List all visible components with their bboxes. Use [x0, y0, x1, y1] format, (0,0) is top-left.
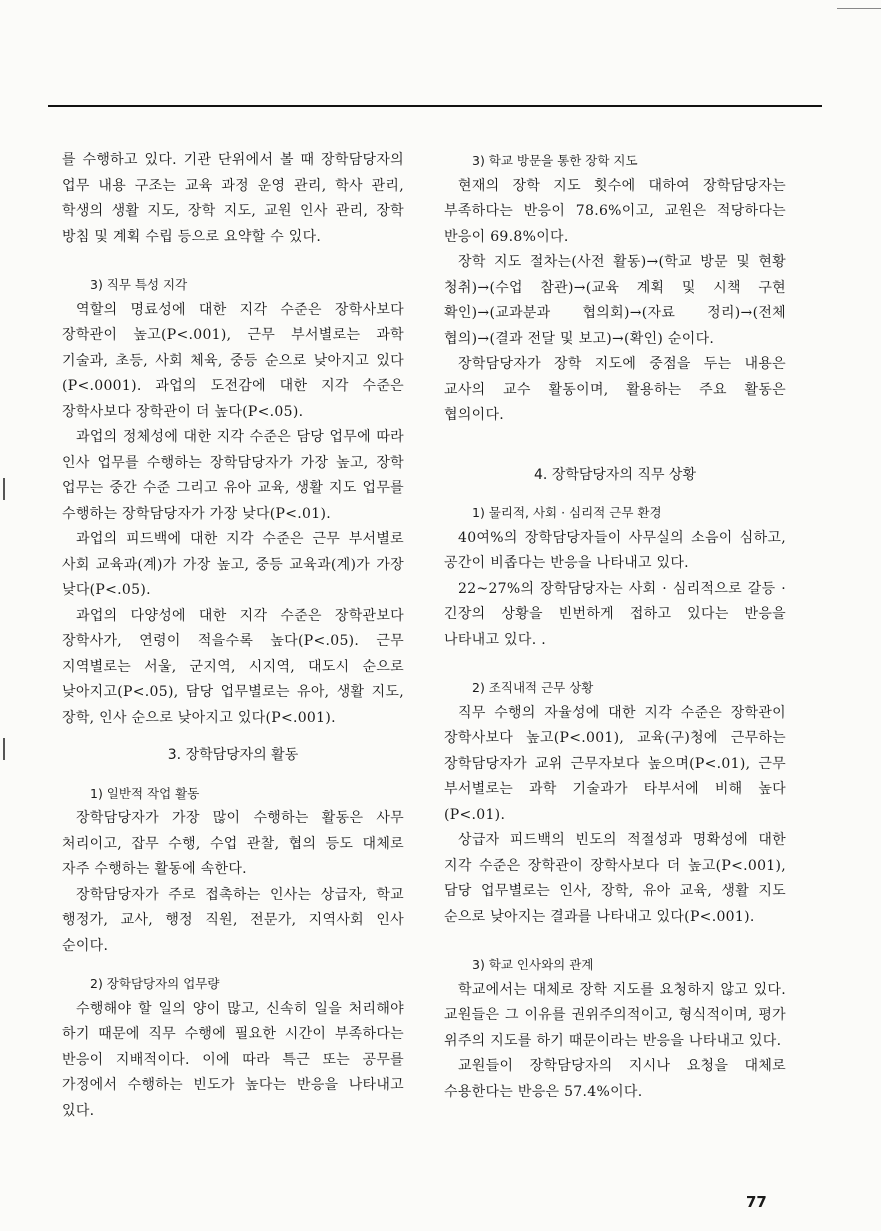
- paragraph: 장학담당자가 가장 많이 수행하는 활동은 사무 처리이고, 잡무 수행, 수업 관찰, 협의 등도 대체로 자주 수행하는 활동에 속한다.: [62, 810, 404, 877]
- paragraph: 역할의 명료성에 대한 지각 수준은 장학사보다 장학관이 높고(P<.001), 근무 부서별로는 과학 기술과, 초등, 사회 체육, 중등 순으로 낮아지고 있다(P<.0001). 과업의 도전감에 대한 지각 수준은 장학사보다 장학관이 더 높다(P<.05).: [62, 301, 404, 420]
- paragraph: 를 수행하고 있다. 기관 단위에서 볼 때 장학담당자의 업무 내용 구조는 교육 과정 운영 관리, 학사 관리, 학생의 생활 지도, 장학 지도, 교원 인사 관리, 장학 방침 및 계획 수립 등으로 요약할 수 있다.: [62, 152, 404, 245]
- section-heading: 4. 장학담당자의 직무 상황: [534, 466, 696, 483]
- paragraph: 수행해야 할 일의 양이 많고, 신속히 일을 처리해야 하기 때문에 직무 수행에 필요한 시간이 부족하다는 반응이 지배적이다. 이에 따라 특근 또는 공무를 가정에서 수행하는 빈도가 높다는 반응을 나타내고 있다.: [62, 1000, 404, 1119]
- paragraph: 장학담당자가 주로 접촉하는 인사는 상급자, 학교 행정가, 교사, 행정 직원, 전문가, 지역사회 인사 순이다.: [62, 886, 404, 954]
- corner-mark: [837, 8, 881, 9]
- paragraph: 과업의 다양성에 대한 지각 수준은 장학관보다 장학사가, 연령이 적을수록 높다(P<.05). 근무 지역별로는 서울, 군지역, 시지역, 대도시 순으로 낮아지고(P<.05), 담당 업무별로는 유아, 생활 지도, 장학, 인사 순으로 낮아지고 있다(P<.001).: [62, 607, 404, 726]
- paragraph: 과업의 피드백에 대한 지각 수준은 근무 부서별로 사회 교육과(계)가 가장 높고, 중등 교육과(계)가 가장 낮다(P<.05).: [62, 531, 404, 598]
- margin-mark: [3, 478, 5, 500]
- subsection-heading: 1) 물리적, 사회 · 심리적 근무 환경: [472, 505, 662, 520]
- page-number: 77: [746, 1193, 767, 1211]
- paragraph: 장학 지도 절차는(사전 활동)→(학교 방문 및 현황 청취)→(수업 참관)→(교육 계획 및 시책 구현 확인)→(교과분과 협의회)→(자료 정리)→(전체 협의)→(결과 전달 및 보고)→(확인) 순이다.: [444, 254, 786, 347]
- subsection-heading: 1) 일반적 작업 활동: [90, 785, 200, 801]
- paragraph: 교원들이 장학담당자의 지시나 요청을 대체로 수용한다는 반응은 57.4%이다.: [444, 1058, 786, 1100]
- right-column: [444, 148, 786, 1105]
- paragraph: 상급자 피드백의 빈도의 적절성과 명확성에 대한 지각 수준은 장학관이 장학사보다 더 높고(P<.001), 담당 업무별로는 인사, 장학, 유아 교육, 생활 지도 순으로 낮아지는 결과를 나타내고 있다(P<.001).: [444, 832, 786, 925]
- section-heading: 3. 장학담당자의 활동: [167, 747, 299, 763]
- paragraph: 과업의 정체성에 대한 지각 수준은 담당 업무에 따라 인사 업무를 수행하는 장학담당자가 가장 높고, 장학 업무는 중간 수준 그리고 유아 교육, 생활 지도 업무를 수행하는 장학담당자가 가장 낮다(P<.01).: [62, 429, 404, 522]
- paragraph: 장학담당자가 장학 지도에 중점을 두는 내용은 교사의 교수 활동이며, 활용하는 주요 활동은 협의이다.: [444, 356, 786, 423]
- subsection-heading: 2) 조직내적 근무 상황: [472, 680, 594, 695]
- paragraph: 40여%의 장학담당자들이 사무실의 소음이 심하고, 공간이 비좁다는 반응을 나타내고 있다.: [444, 529, 786, 571]
- subsection-heading: 3) 학교 인사와의 관계: [472, 957, 594, 972]
- subsection-heading: 2) 장학담당자의 업무량: [90, 976, 220, 991]
- left-column: [62, 148, 404, 1124]
- subsection-heading: 3) 학교 방문을 통한 장학 지도: [472, 153, 638, 168]
- paragraph: 22~27%의 장학담당자는 사회 · 심리적으로 갈등 · 긴장의 상황을 빈번하게 접하고 있다는 반응을 나타내고 있다. .: [444, 580, 786, 648]
- paragraph: 직무 수행의 자율성에 대한 지각 수준은 장학관이 장학사보다 높고(P<.001), 교육(구)청에 근무하는 장학담당자가 교위 근무자보다 높으며(P<.01), 근무 부서별로는 과학 기술과가 타부서에 비해 높다(P<.01).: [444, 704, 786, 823]
- margin-mark: [3, 738, 5, 760]
- header-rule: [48, 105, 822, 107]
- subsection-heading: 3) 직무 특성 지각: [90, 277, 188, 292]
- paragraph: 현재의 장학 지도 횟수에 대하여 장학담당자는 부족하다는 반응이 78.6%이고, 교원은 적당하다는 반응이 69.8%이다.: [444, 177, 786, 245]
- paragraph: 학교에서는 대체로 장학 지도를 요청하지 않고 있다. 교원들은 그 이유를 권위주의적이고, 형식적이며, 평가 위주의 지도를 하기 때문이라는 반응을 나타내고 있다.: [444, 981, 786, 1049]
